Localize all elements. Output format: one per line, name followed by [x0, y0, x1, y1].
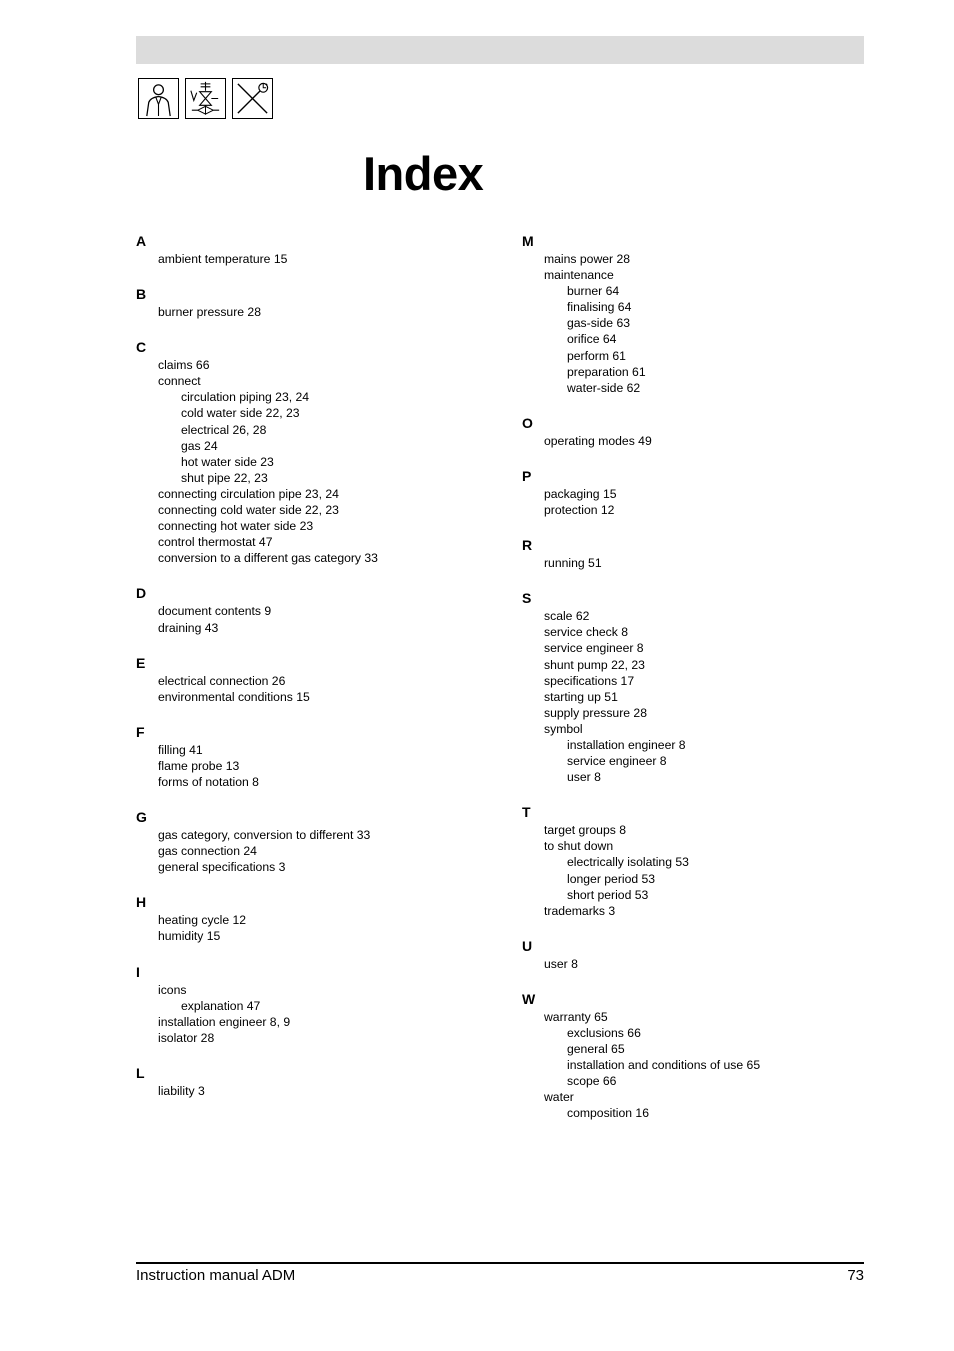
index-letter: I — [136, 963, 140, 980]
index-entry: target groups 8 — [544, 823, 626, 838]
index-subentry: orifice 64 — [567, 332, 617, 347]
index-letter: O — [522, 414, 533, 431]
index-entry: document contents 9 — [158, 604, 272, 619]
index-letter: U — [522, 937, 533, 954]
index-letter: H — [136, 894, 147, 911]
index-entry: filling 41 — [158, 742, 203, 757]
index-column-right — [522, 232, 862, 1140]
index-group-a — [136, 232, 506, 267]
index-letter: W — [522, 990, 536, 1007]
index-entry: user 8 — [544, 956, 578, 971]
index-subentry: finalising 64 — [567, 300, 632, 315]
index-subentry: explanation 47 — [181, 998, 261, 1013]
index-subentry: gas-side 63 — [567, 316, 631, 331]
valve-icon — [185, 78, 226, 119]
index-entry: environmental conditions 15 — [158, 689, 310, 704]
index-entry: mains power 28 — [544, 252, 631, 266]
index-subentry: scope 66 — [567, 1074, 617, 1089]
index-subentry: installation and conditions of use 65 — [567, 1058, 761, 1073]
index-group-d — [136, 584, 506, 635]
index-letter: T — [522, 804, 531, 821]
index-entry: connecting circulation pipe 23, 24 — [158, 486, 339, 501]
index-entry: forms of notation 8 — [158, 774, 259, 789]
index-entry: supply pressure 28 — [544, 705, 647, 720]
index-letter: F — [136, 723, 145, 740]
index-entry: trademarks 3 — [544, 903, 616, 918]
index-entry: heating cycle 12 — [158, 913, 247, 928]
index-subentry: cold water side 22, 23 — [181, 406, 300, 421]
index-entry: specifications 17 — [544, 673, 635, 688]
index-entry: draining 43 — [158, 620, 219, 635]
index-letter: P — [522, 467, 532, 484]
index-group-s — [522, 589, 862, 785]
index-letter: R — [522, 537, 533, 554]
index-entry: humidity 15 — [158, 929, 221, 944]
index-entry: connecting cold water side 22, 23 — [158, 503, 339, 518]
index-letter: M — [522, 233, 534, 249]
index-entry: connect — [158, 374, 201, 389]
index-entry: service engineer 8 — [544, 641, 644, 656]
tools-icon — [232, 78, 273, 119]
index-entry: warranty 65 — [544, 1009, 608, 1024]
index-group-t — [522, 803, 862, 919]
index-letter: B — [136, 286, 147, 303]
index-entry: symbol — [544, 721, 583, 736]
index-group-l — [136, 1064, 506, 1099]
index-entry: service check 8 — [544, 625, 628, 640]
index-group-m — [522, 232, 862, 396]
index-entry: to shut down — [544, 839, 614, 854]
index-subentry: installation engineer 8 — [567, 737, 686, 752]
index-entry: electrical connection 26 — [158, 673, 286, 688]
footer-document-title: Instruction manual ADM — [136, 1267, 296, 1284]
index-subentry: perform 61 — [567, 348, 626, 363]
page-number: 73 — [847, 1267, 864, 1284]
index-entry: burner pressure 28 — [158, 305, 261, 320]
index-group-r — [522, 536, 862, 571]
index-letter: A — [136, 233, 147, 249]
index-letter: C — [136, 339, 147, 356]
index-subentry: gas 24 — [181, 438, 218, 453]
index-entry: liability 3 — [158, 1083, 205, 1098]
index-subentry: short period 53 — [567, 887, 649, 902]
index-subentry: electrically isolating 53 — [567, 855, 689, 870]
index-subentry: general 65 — [567, 1042, 625, 1057]
index-entry: isolator 28 — [158, 1030, 215, 1045]
index-entry: control thermostat 47 — [158, 535, 273, 550]
index-entry: gas category, conversion to different 33 — [158, 828, 371, 843]
index-subentry: longer period 53 — [567, 871, 656, 886]
page-title: Index — [363, 147, 484, 200]
index-subentry: hot water side 23 — [181, 454, 274, 469]
index-entry: running 51 — [544, 556, 602, 571]
index-column-left — [136, 232, 506, 1117]
index-subentry: exclusions 66 — [567, 1026, 641, 1040]
index-letter: D — [136, 585, 147, 602]
index-entry: icons — [158, 982, 187, 997]
index-group-i — [136, 963, 506, 1046]
index-letter: S — [522, 590, 532, 607]
index-group-g — [136, 808, 506, 875]
index-entry: flame probe 13 — [158, 758, 240, 773]
index-subentry: circulation piping 23, 24 — [181, 390, 310, 405]
footer-divider — [136, 1262, 864, 1264]
index-subentry: burner 64 — [567, 284, 620, 299]
index-group-p — [522, 467, 862, 518]
index-entry: operating modes 49 — [544, 433, 652, 448]
index-subentry: preparation 61 — [567, 364, 646, 379]
index-group-b — [136, 285, 506, 320]
index-entry: packaging 15 — [544, 486, 617, 501]
index-entry: shunt pump 22, 23 — [544, 657, 645, 672]
index-entry: claims 66 — [158, 358, 210, 373]
index-letter: G — [136, 809, 147, 826]
index-subentry: water-side 62 — [567, 380, 641, 395]
index-group-h — [136, 893, 506, 944]
header-bar — [136, 36, 864, 64]
index-group-e — [136, 654, 506, 705]
index-entry: installation engineer 8, 9 — [158, 1014, 291, 1029]
audience-icons — [138, 78, 273, 119]
index-group-w — [522, 990, 862, 1122]
index-letter: L — [136, 1064, 145, 1081]
index-subentry: service engineer 8 — [567, 754, 667, 769]
user-icon — [138, 78, 179, 119]
index-subentry: electrical 26, 28 — [181, 422, 267, 437]
index-letter: E — [136, 654, 146, 671]
index-entry: gas connection 24 — [158, 844, 257, 859]
index-entry: general specifications 3 — [158, 860, 286, 875]
index-entry: water — [544, 1090, 574, 1105]
index-group-o — [522, 414, 862, 449]
index-entry: conversion to a different gas category 33 — [158, 551, 378, 566]
index-entry: connecting hot water side 23 — [158, 519, 314, 534]
index-group-u — [522, 937, 862, 972]
index-subentry: user 8 — [567, 770, 601, 785]
index-entry: protection 12 — [544, 503, 615, 518]
index-entry: maintenance — [544, 268, 614, 283]
index-group-f — [136, 723, 506, 790]
index-subentry: shut pipe 22, 23 — [181, 470, 268, 485]
index-group-c — [136, 338, 506, 566]
index-entry: scale 62 — [544, 609, 590, 624]
index-entry: starting up 51 — [544, 689, 618, 704]
index-entry: ambient temperature 15 — [158, 252, 288, 266]
index-subentry: composition 16 — [567, 1106, 649, 1121]
